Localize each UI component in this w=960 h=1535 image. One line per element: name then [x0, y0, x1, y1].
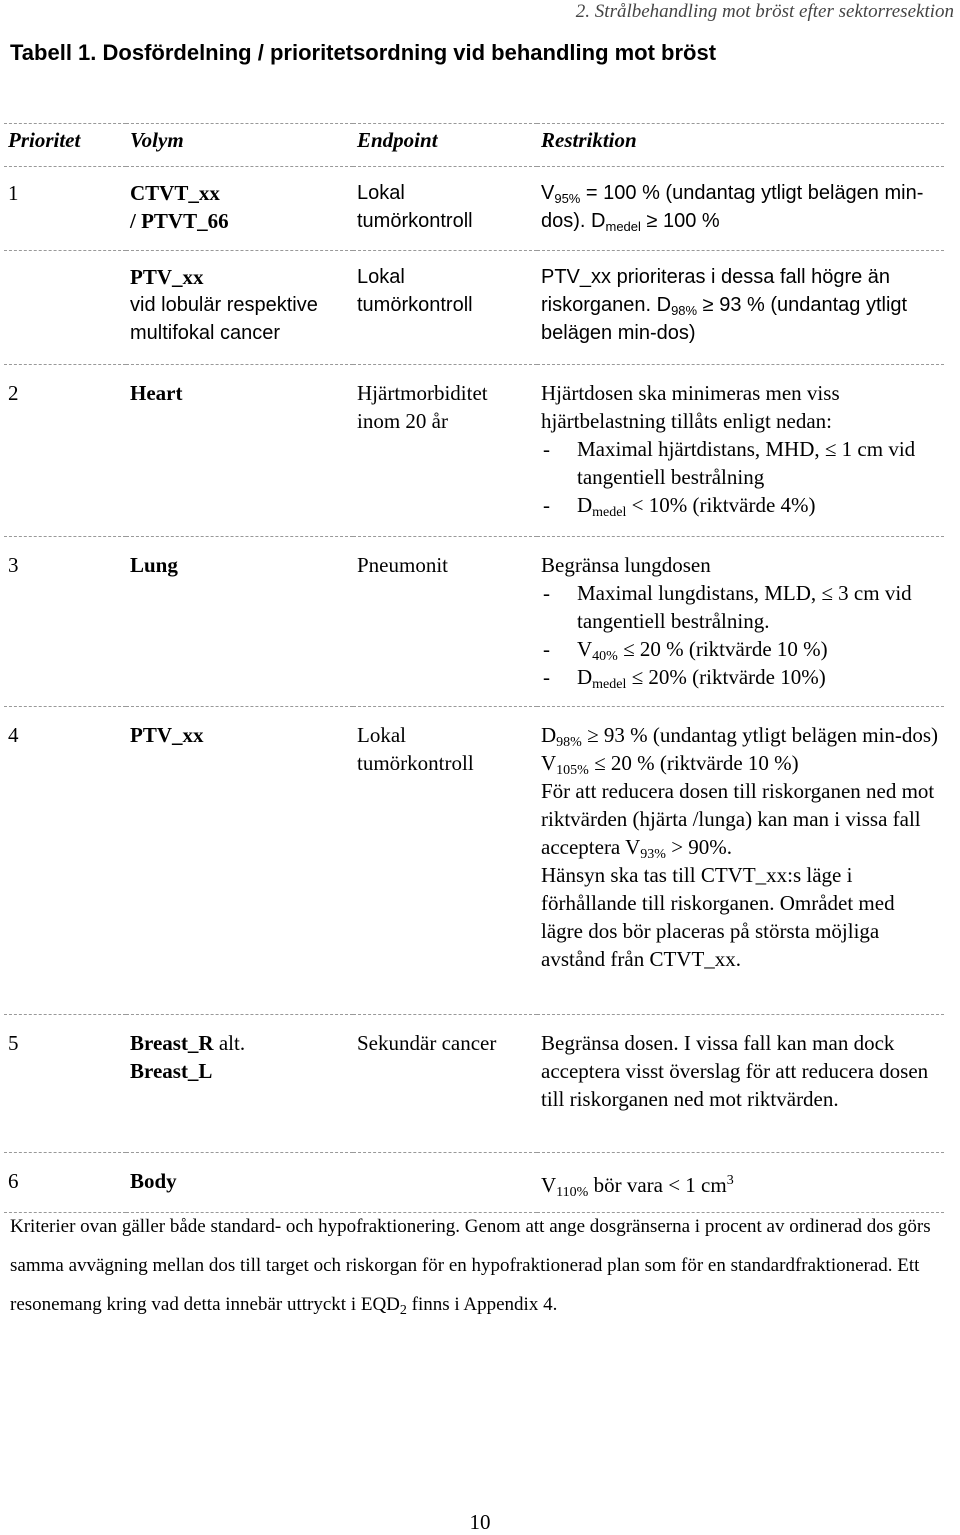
footnote-text: finns i Appendix 4. [406, 1294, 558, 1315]
restriction-cell [537, 537, 944, 707]
endpoint-line: tumörkontroll [357, 210, 473, 232]
list-item [541, 491, 940, 519]
priority-cell: 6 [4, 1153, 126, 1213]
endpoint-cell [353, 1153, 537, 1213]
list-item [541, 579, 940, 635]
restriction-line [541, 777, 940, 861]
restriction-cell [537, 1153, 944, 1213]
subscript: 93% [640, 847, 666, 862]
restriction-list [541, 435, 940, 519]
volume-cell [126, 1015, 353, 1153]
subscript: 98% [556, 735, 582, 750]
symbol: D [541, 723, 557, 747]
endpoint-line: Lokal [357, 182, 405, 204]
running-header: 2. Strålbehandling mot bröst efter sektorresektion [575, 1, 954, 22]
restriction-line [541, 749, 940, 777]
subscript: 110% [556, 1185, 589, 1200]
symbol: V [541, 751, 557, 775]
restriction-cell [537, 365, 944, 537]
footnote-text: Kriterier ovan gäller både standard- och hypofraktionering. Genom att ange dosgränserna i procent av ordinerad dos görs samma avvägning mellan dos till target och riskorgan för en hypofraktionerad plan som för en standardfraktionerad. Ett resonemang kring vad detta innebär uttryckt i EQD [10, 1216, 931, 1315]
priority-cell [4, 251, 126, 365]
symbol: V [541, 182, 555, 204]
endpoint-line: Hjärtmorbiditet [357, 381, 488, 405]
volume-cell [126, 251, 353, 365]
superscript: 3 [726, 1173, 734, 1188]
restriction-cell [537, 707, 944, 1015]
table-row [4, 365, 944, 537]
symbol: D [656, 294, 672, 316]
subscript: 95% [554, 191, 581, 206]
subscript: medel [592, 505, 627, 520]
volume-cell: Lung [126, 537, 353, 707]
volume-line: vid lobulär respektive multifokal cancer [130, 294, 318, 344]
restriction-text: För att reducera dosen till riskorganen ned mot riktvärden (hjärta /lunga) kan man i vissa fall acceptera [541, 779, 935, 859]
header-priority: Prioritet [4, 124, 126, 167]
header-volume: Volym [126, 124, 353, 167]
subscript: medel [592, 677, 627, 692]
restriction-text: ≥ 93 % (undantag ytligt belägen min-dos) [541, 294, 908, 344]
priority-cell: 2 [4, 365, 126, 537]
restriction-text: ≥ 93 % (undantag ytligt belägen min-dos) [581, 723, 939, 747]
restriction-intro: Begränsa lungdosen [541, 553, 711, 577]
restriction-text: ≥ 100 % [640, 210, 720, 232]
priority-cell: 5 [4, 1015, 126, 1153]
volume-line: PTV_xx [130, 265, 204, 289]
volume-cell: Heart [126, 365, 353, 537]
volume-line: / PTVT_66 [130, 209, 229, 233]
endpoint-cell [353, 251, 537, 365]
header-endpoint: Endpoint [353, 124, 537, 167]
endpoint-line: tumörkontroll [357, 751, 474, 775]
symbol: V [577, 637, 593, 661]
symbol: D [577, 493, 593, 517]
restriction-line: Hänsyn ska tas till CTVT_xx:s läge i förhållande till riskorganen. Området med lägre dos bör placeras på största möjliga avstånd från CTVT_xx. [541, 863, 895, 971]
priority-cell: 3 [4, 537, 126, 707]
volume-cell [126, 167, 353, 251]
table-row [4, 167, 944, 251]
priority-cell: 4 [4, 707, 126, 1015]
subscript: 2 [399, 1303, 407, 1318]
restriction-text: = 100 % (undantag ytligt belägen min-dos). [541, 182, 924, 232]
table-row [4, 1153, 944, 1213]
restriction-cell: Begränsa dosen. I vissa fall kan man dock acceptera visst överslag för att reducera dosen till riskorganen ned mot riktvärden. [537, 1015, 944, 1153]
restriction-list [541, 579, 940, 691]
endpoint-cell [353, 365, 537, 537]
restriction-text: < 10% (riktvärde 4%) [626, 493, 816, 517]
restriction-text: ≤ 20 % (riktvärde 10 %) [617, 637, 828, 661]
list-item [541, 635, 940, 663]
table-header-row [4, 124, 944, 167]
endpoint-cell: Pneumonit [353, 537, 537, 707]
volume-cell: PTV_xx [126, 707, 353, 1015]
table-title: Tabell 1. Dosfördelning / prioritetsordning vid behandling mot bröst [10, 40, 717, 65]
symbol: V [541, 1173, 557, 1197]
endpoint-cell [353, 707, 537, 1015]
restriction-text: ≤ 20% (riktvärde 10%) [626, 665, 826, 689]
table-row [4, 251, 944, 365]
restriction-text: > 90%. [665, 835, 733, 859]
volume-name: Breast_R [130, 1031, 214, 1055]
endpoint-line: inom 20 år [357, 409, 448, 433]
table-row [4, 707, 944, 1015]
table-row [4, 1015, 944, 1153]
subscript: medel [605, 219, 641, 234]
priority-cell: 1 [4, 167, 126, 251]
list-item [541, 663, 940, 691]
volume-cell: Body [126, 1153, 353, 1213]
endpoint-line: tumörkontroll [357, 294, 473, 316]
volume-line: CTVT_xx [130, 181, 220, 205]
restriction-intro: Hjärtdosen ska minimeras men viss hjärtbelastning tillåts enligt nedan: [541, 381, 840, 433]
subscript: 40% [592, 649, 618, 664]
subscript: 105% [556, 763, 589, 778]
subscript: 98% [671, 303, 698, 318]
table-footnote [10, 1207, 955, 1324]
endpoint-line: Lokal [357, 266, 405, 288]
endpoint-cell [353, 167, 537, 251]
volume-name: Breast_L [130, 1059, 213, 1083]
symbol: D [591, 210, 606, 232]
page-number: 10 [469, 1510, 491, 1534]
dose-priority-table [4, 123, 944, 1213]
restriction-text: ≤ 20 % (riktvärde 10 %) [588, 751, 799, 775]
restriction-text: bör vara < 1 cm [588, 1173, 727, 1197]
restriction-cell [537, 167, 944, 251]
restriction-text: Maximal hjärtdistans, MHD, ≤ 1 cm vid tangentiell bestrålning [577, 437, 916, 489]
volume-alt: alt. [213, 1031, 246, 1055]
symbol: V [625, 835, 641, 859]
restriction-text: Maximal lungdistans, MLD, ≤ 3 cm vid tangentiell bestrålning. [577, 581, 912, 633]
symbol: D [577, 665, 593, 689]
header-restriction: Restriktion [537, 124, 944, 167]
endpoint-line: Lokal [357, 723, 406, 747]
table-row [4, 537, 944, 707]
endpoint-cell: Sekundär cancer [353, 1015, 537, 1153]
list-item [541, 435, 940, 491]
restriction-cell [537, 251, 944, 365]
restriction-line [541, 721, 940, 749]
restriction-text: PTV_xx prioriteras i dessa fall högre än riskorganen. [541, 266, 891, 316]
